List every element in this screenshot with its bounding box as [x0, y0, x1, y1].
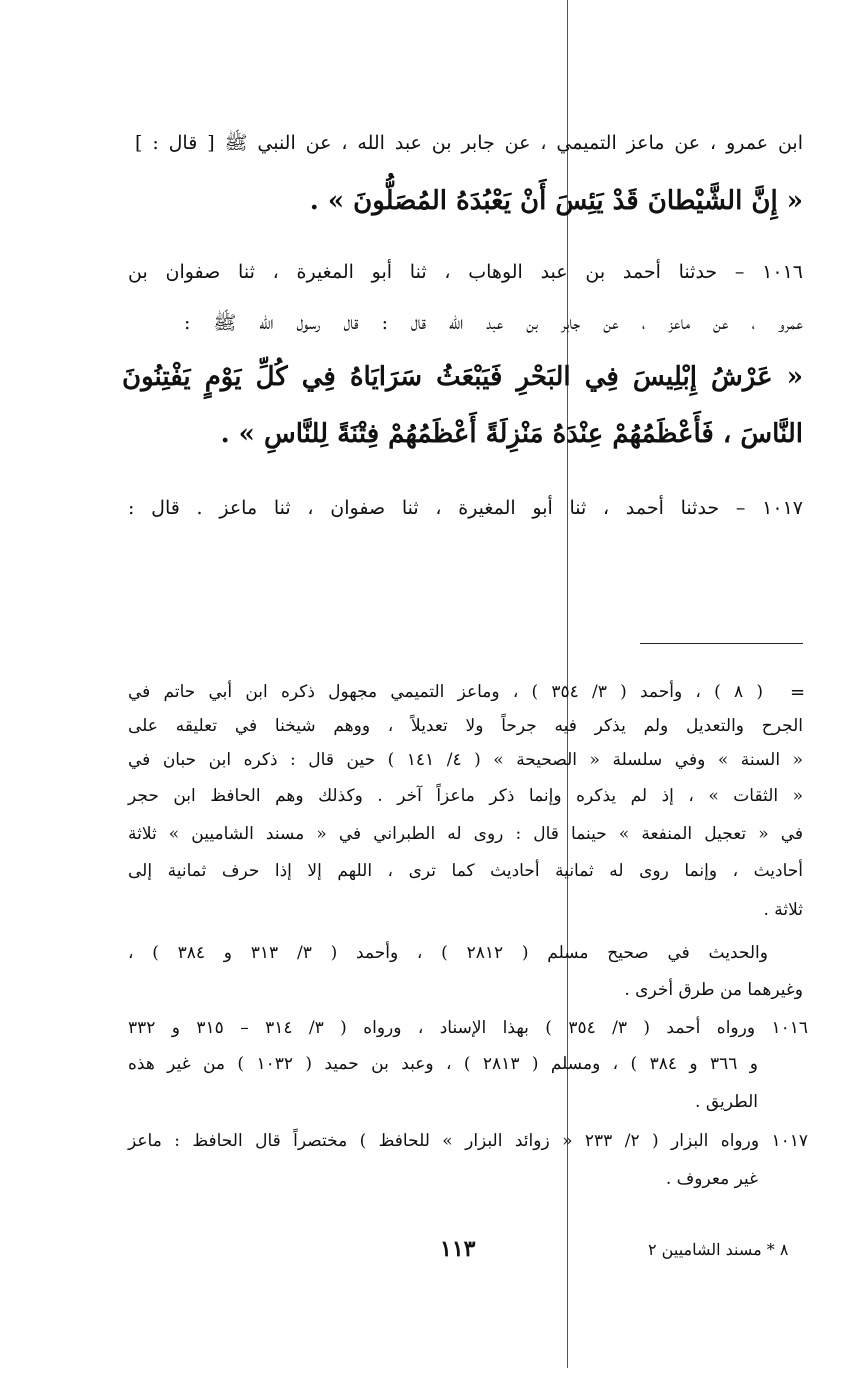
footnote-line: في « تعجيل المنفعة » حينما قال : روى له الطبراني في « مسند الشاميين » ثلاثة — [128, 824, 803, 844]
footnote-line: والحديث في صحيح مسلم ( ٢٨١٢ ) ، وأحمد ( ٣/ ٣١٣ و ٣٨٤ ) ، — [128, 943, 768, 963]
text-line-hadith-1017: ١٠١٧ – حدثنا أحمد ، ثنا أبو المغيرة ، ثنا صفوان ، ثنا ماعز . قال : — [128, 497, 803, 519]
footnote-line: « السنة » وفي سلسلة « الصحيحة » ( ٤/ ١٤١ ) حين قال : ذكره ابن حبان في — [128, 750, 803, 770]
footnote-line: الطريق . — [695, 1092, 758, 1112]
footnote-separator — [640, 643, 803, 644]
footnote-1017: ١٠١٧ ورواه البزار ( ٢/ ٢٣٣ « زوائد البزار » للحافظ ) مختصراً قال الحافظ : ماعز — [128, 1131, 808, 1151]
footnote-line: « الثقات » ، إذ لم يذكره وإنما ذكر ماعزاً آخر . وكذلك وهم الحافظ ابن حجر — [128, 786, 803, 806]
hadith-quote-line-2: « عَرْشُ إِبْلِيسَ فِي البَحْرِ فَيَبْعَثُ سَرَايَاهُ فِي كُلِّ يَوْمٍ يَفْتِنُونَ — [122, 362, 803, 392]
signature-mark: ٨ * مسند الشاميين ٢ — [648, 1240, 789, 1259]
hadith-quote-line-3: النَّاسَ ، فَأَعْظَمُهُمْ عِنْدَهُ مَنْزِلَةً أَعْظَمُهُمْ فِتْنَةً لِلنَّاسِ » . — [220, 419, 803, 449]
hadith-quote-line-1: « إِنَّ الشَّيْطانَ قَدْ يَئِسَ أَنْ يَعْبُدَهُ المُصَلُّونَ » . — [309, 186, 803, 216]
text-line-3: عمرو ، عن ماعز ، عن جابر بن عبد الله قال : قال رسول الله ﷺ : — [184, 312, 803, 334]
footnote-line: ( ٨ ) ، وأحمد ( ٣/ ٣٥٤ ) ، وماعز التميمي مجهول ذكره ابن أبي حاتم في — [128, 682, 763, 702]
footnote-line: و ٣٦٦ و ٣٨٤ ) ، ومسلم ( ٢٨١٣ ) ، وعبد بن حميد ( ١٠٣٢ ) من غير هذه — [128, 1054, 758, 1074]
page-number: ١١٣ — [440, 1236, 476, 1262]
footnote-line: الجرح والتعديل ولم يذكر فيه جرحاً ولا تعديلاً ، ووهم شيخنا في تعليقه على — [128, 716, 803, 736]
continuation-marker: = — [790, 682, 806, 703]
footnote-1016: ١٠١٦ ورواه أحمد ( ٣/ ٣٥٤ ) بهذا الإسناد ، ورواه ( ٣/ ٣١٤ – ٣١٥ و ٣٣٢ — [128, 1018, 808, 1038]
text-line-1: ابن عمرو ، عن ماعز التميمي ، عن جابر بن عبد الله ، عن النبي ﷺ [ قال : ] — [135, 132, 803, 154]
footnote-line: أحاديث ، وإنما روى له ثمانية أحاديث كما ترى ، اللهم إلا إذا حرف ثمانية إلى — [128, 861, 803, 881]
footnote-line: ثلاثة . — [763, 900, 803, 920]
footnote-line: غير معروف . — [665, 1169, 758, 1189]
text-line-hadith-1016: ١٠١٦ – حدثنا أحمد بن عبد الوهاب ، ثنا أبو المغيرة ، ثنا صفوان بن — [128, 261, 803, 283]
footnote-line: وغيرهما من طرق أخرى . — [624, 980, 803, 1000]
